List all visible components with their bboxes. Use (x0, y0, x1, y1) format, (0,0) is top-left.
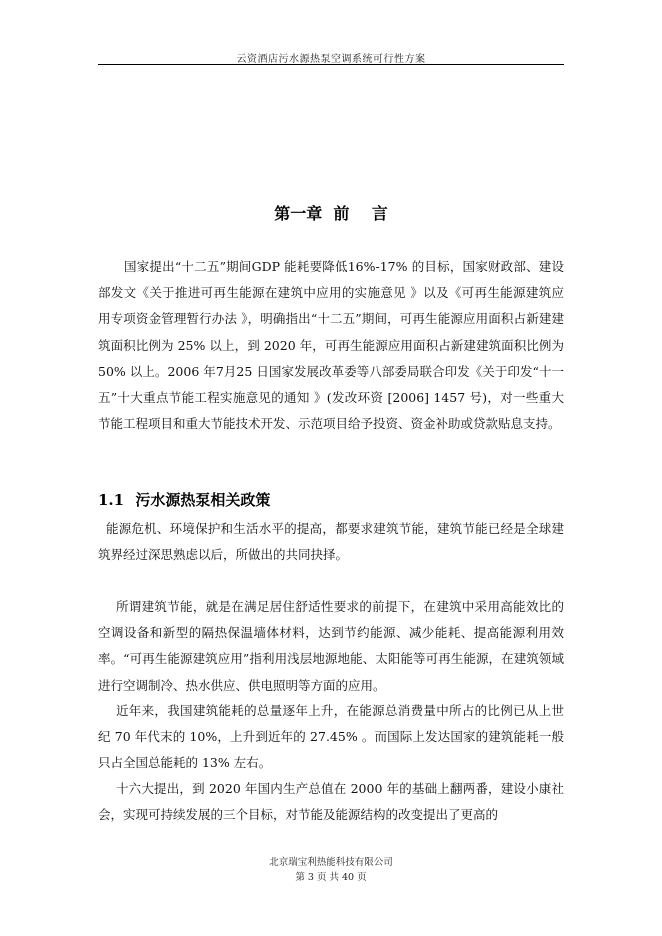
section-number: 1.1 (98, 491, 125, 509)
footer-page-number: 第 3 页 共 40 页 (295, 872, 367, 883)
building-efficiency-paragraph: 所谓建筑节能，就是在满足居住舒适性要求的前提下，在建筑中采用高能效比的空调设备和新型的隔热保温墙体材料，达到节约能源、减少能耗、提高能源利用效率。“可再生能源建筑应用”指利用浅层地源地能、太阳能等可再生能源，在建筑领域进行空调制冷、热水供应、供电照明等方面的应用。 (98, 599, 564, 693)
section-title: 污水源热泵相关政策 (135, 491, 271, 509)
footer-company: 北京瑞宝利热能科技有限公司 (269, 857, 393, 868)
energy-consumption-paragraph: 近年来，我国建筑能耗的总量逐年上升，在能源总消费量中所占的比例已从上世纪 70 年代末的 10%，上升到近年的 27.45% 。而国际上发达国家的建筑能耗一般只占全国总能耗的 13% 左右。 (98, 703, 564, 771)
chapter-title: 第一章 前 言 (274, 204, 388, 223)
intro-paragraph: 国家提出“十二五”期间GDP 能耗要降低16%-17% 的目标，国家财政部、建设部发文《关于推进可再生能源在建筑中应用的实施意见 》以及《可再生能源建筑应用专项资金管理暂行办法 》，明确指出“十二五”期间，可再生能源应用面积占新建建筑面积比例为 25% 以上，到 2020 年，可再生能源应用面积占新建建筑面积比例为 50% 以上。2006 年7月25 日国家发展改革委等八部委局联合印发《关于印发“十一五”十大重点节能工程实施意见的通知 》(发改环资 [2006] 1457 号)，对一些重大节能工程项目和重大节能技术开发、示范项目给予投资、资金补助或贷款贴息支持。 (98, 259, 564, 432)
sixteenth-congress-paragraph: 十六大提出，到 2020 年国内生产总值在 2000 年的基础上翻两番，建设小康社会，实现可持续发展的三个目标，对节能及能源结构的改变提出了更高的 (98, 781, 564, 823)
section-heading (98, 489, 270, 510)
energy-crisis-paragraph: 能源危机、环境保护和生活水平的提高，都要求建筑节能，建筑节能已经是全球建筑界经过深思熟虑以后，所做出的共同抉择。 (98, 521, 564, 563)
header-divider (98, 64, 564, 65)
running-header: 云资酒店污水源热泵空调系统可行性方案 (236, 54, 426, 65)
